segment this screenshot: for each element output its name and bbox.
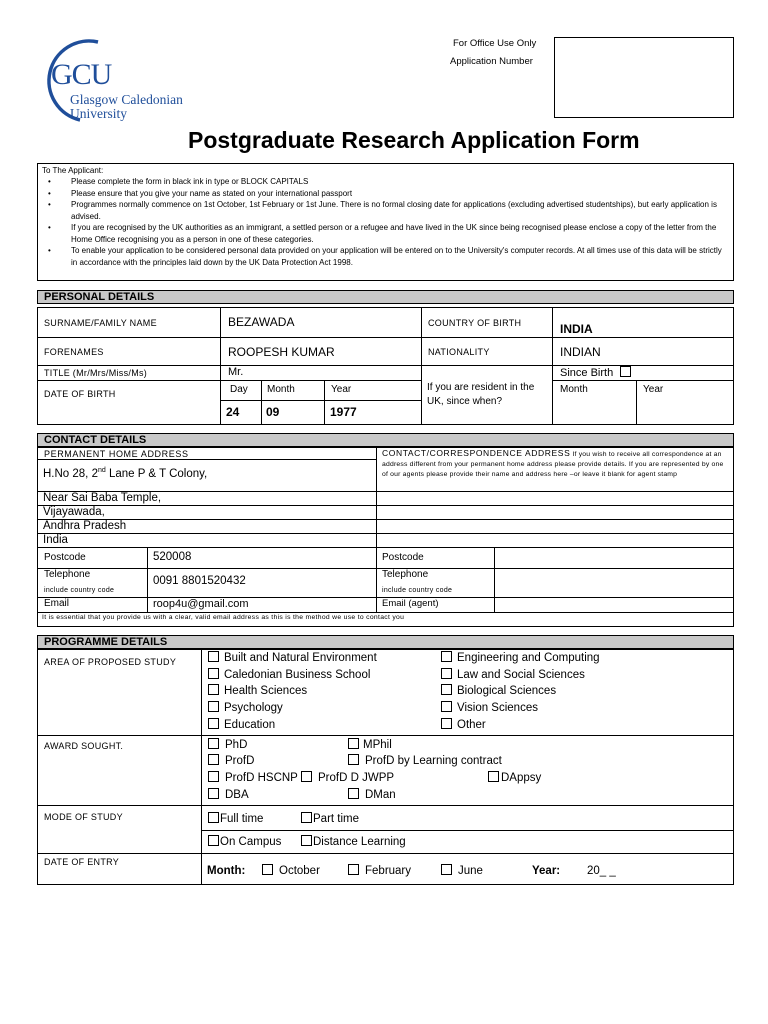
resident-year-label: Year [643,384,664,395]
logo-name-line2: University [70,106,127,121]
award-dman[interactable]: DMan [348,788,396,801]
checkbox-icon[interactable] [208,788,219,799]
checkbox-icon[interactable] [301,835,312,846]
entry-june[interactable]: June [441,864,483,877]
checkbox-icon[interactable] [441,864,452,875]
country-of-birth-value[interactable]: INDIA [560,322,593,336]
correspondence-address-label [382,448,730,480]
checkbox-icon[interactable] [208,684,219,695]
checkbox-icon[interactable] [348,754,359,765]
email-value[interactable]: roop4u@gmail.com [153,598,249,610]
corr-telephone-code-hint: include country code [382,587,453,594]
award-mphil[interactable]: MPhil [348,738,392,751]
dob-year-label: Year [331,384,352,395]
surname-label: SURNAME/FAMILY NAME [44,318,157,328]
resident-month-label: Month [560,384,588,395]
dob-month-label: Month [267,384,295,395]
entry-month-word: Month: [207,865,246,877]
logo-name-line1: Glasgow Caledonian [70,92,183,107]
note-item: • To enable your application to be considered personal data provided on your application will be entered on to the University's computer records. At all times use of this data will be strictly in accordance with the principles laid down by the UK Data Protection Act 1998. [42,245,729,268]
notes-heading: To The Applicant: [42,166,104,175]
correspondence-note: If you wish to receive all correspondence at an address different from your permanent home address please provide details. If you are represented by one of our agents please provide their name and address here –or leave it blank for agent stamp [382,451,724,478]
application-number-box [554,37,734,118]
mode-full-time[interactable]: Full time [208,812,263,825]
checkbox-icon[interactable] [208,701,219,712]
personal-details-heading: PERSONAL DETAILS [37,290,734,304]
corr-telephone-label: Telephone [382,569,429,580]
telephone-label: Telephone [44,569,91,580]
option-psychology[interactable]: Psychology [208,701,283,714]
since-birth-checkbox[interactable] [620,366,631,377]
option-education[interactable]: Education [208,718,275,731]
address-line-1[interactable]: H.No 28, 2nd Lane P & T Colony, [43,467,208,480]
entry-year-word: Year: [532,865,561,877]
option-health-sciences[interactable]: Health Sciences [208,684,307,697]
checkbox-icon[interactable] [441,668,452,679]
checkbox-icon[interactable] [348,788,359,799]
postcode-label: Postcode [44,552,86,563]
award-dba[interactable]: DBA [208,788,249,801]
checkbox-icon[interactable] [348,864,359,875]
gcu-logo [40,36,200,122]
option-biological[interactable]: Biological Sciences [441,684,556,697]
contact-details-heading: CONTACT DETAILS [37,433,734,447]
date-of-entry-label: DATE OF ENTRY [44,857,120,867]
checkbox-icon[interactable] [208,651,219,662]
note-item: • Please complete the form in black ink in type or BLOCK CAPITALS [42,176,729,188]
programme-details-heading: PROGRAMME DETAILS [37,635,734,649]
award-profd-learning[interactable]: ProfD by Learning contract [348,754,502,767]
entry-year-value[interactable]: 20_ _ [587,865,616,877]
since-birth-label: Since Birth [560,367,614,379]
nationality-label: NATIONALITY [428,347,490,357]
mode-on-campus[interactable]: On Campus [208,835,281,848]
address-line-5[interactable]: India [43,534,68,546]
logo-abbr: GCU [51,58,112,91]
forenames-label: FORENAMES [44,347,104,357]
award-profd-jwpp[interactable]: ProfD D JWPP [301,771,394,784]
checkbox-icon[interactable] [441,701,452,712]
applicant-notes [37,163,734,281]
checkbox-icon[interactable] [208,754,219,765]
email-label: Email [44,598,70,609]
option-vision[interactable]: Vision Sciences [441,701,538,714]
checkbox-icon[interactable] [441,684,452,695]
dob-year-value[interactable]: 1977 [330,405,357,419]
address-line-3[interactable]: Vijayawada, [43,506,105,518]
option-law-social[interactable]: Law and Social Sciences [441,668,585,681]
option-engineering[interactable]: Engineering and Computing [441,651,600,664]
title-label: TITLE (Mr/Mrs/Miss/Ms) [44,368,148,378]
checkbox-icon[interactable] [208,718,219,729]
programme-details-table [37,649,734,885]
forenames-value[interactable]: ROOPESH KUMAR [228,345,335,359]
mode-of-study-label: MODE OF STUDY [44,812,123,822]
corr-postcode-label: Postcode [382,552,424,563]
award-sought-label: AWARD SOUGHT. [44,741,124,751]
checkbox-icon[interactable] [441,718,452,729]
permanent-address-label: PERMANENT HOME ADDRESS [44,449,189,459]
title-value[interactable]: Mr. [228,366,244,378]
checkbox-icon[interactable] [208,812,219,823]
dob-label: DATE OF BIRTH [44,389,116,399]
award-profd-hscnp[interactable]: ProfD HSCNP [208,771,298,784]
option-business-school[interactable]: Caledonian Business School [208,668,370,681]
award-profd[interactable]: ProfD [208,754,254,767]
telephone-value[interactable]: 0091 8801520432 [153,575,246,587]
surname-value[interactable]: BEZAWADA [228,315,295,329]
office-use-label: For Office Use Only [453,38,537,49]
form-title: Postgraduate Research Application Form [188,127,640,153]
telephone-code-hint: include country code [44,587,115,594]
address-line-2[interactable]: Near Sai Baba Temple, [43,492,162,504]
email-note: It is essential that you provide us with a clear, valid email address as this is the method we use to contact you [42,614,405,621]
application-number-label: Application Number [450,56,533,67]
option-other[interactable]: Other [441,718,486,731]
dob-day-value[interactable]: 24 [226,405,240,419]
postcode-value[interactable]: 520008 [153,551,192,563]
checkbox-icon[interactable] [301,771,312,782]
area-of-study-label: AREA OF PROPOSED STUDY [44,657,177,667]
address-line-4[interactable]: Andhra Pradesh [43,520,127,532]
checkbox-icon[interactable] [208,738,219,749]
mode-part-time[interactable]: Part time [301,812,359,825]
resident-question: If you are resident in the UK, since when? [427,382,535,407]
checkbox-icon[interactable] [488,771,499,782]
dob-day-label: Day [230,384,248,395]
entry-october[interactable]: October [262,864,320,877]
award-phd[interactable]: PhD [208,738,247,751]
note-item: • Please ensure that you give your name as stated on your international passport [42,188,729,200]
checkbox-icon[interactable] [208,835,219,846]
notes-list [42,176,729,268]
checkbox-icon[interactable] [208,668,219,679]
note-item: • Programmes normally commence on 1st October, 1st February or 1st June. There is no formal closing date for applications (excluding advertised studentships), but early application is advised. [42,199,729,222]
country-of-birth-label: COUNTRY OF BIRTH [428,318,522,328]
entry-february[interactable]: February [348,864,411,877]
agent-email-label: Email (agent) [382,598,439,609]
checkbox-icon[interactable] [262,864,273,875]
option-built-environment[interactable]: Built and Natural Environment [208,651,377,664]
checkbox-icon[interactable] [441,651,452,662]
correspondence-title: CONTACT/CORRESPONDENCE ADDRESS [382,448,571,458]
mode-distance[interactable]: Distance Learning [301,835,406,848]
nationality-value[interactable]: INDIAN [560,345,601,359]
checkbox-icon[interactable] [348,738,359,749]
checkbox-icon[interactable] [301,812,312,823]
checkbox-icon[interactable] [208,771,219,782]
award-dappsy[interactable]: DAppsy [488,771,541,784]
note-item: • If you are recognised by the UK authorities as an immigrant, a settled person or a refugee and have lived in the UK since being recognised please enclose a copy of the letter from the Home Office recognising you as a person in one of these categories. [42,222,729,245]
dob-month-value[interactable]: 09 [266,405,280,419]
